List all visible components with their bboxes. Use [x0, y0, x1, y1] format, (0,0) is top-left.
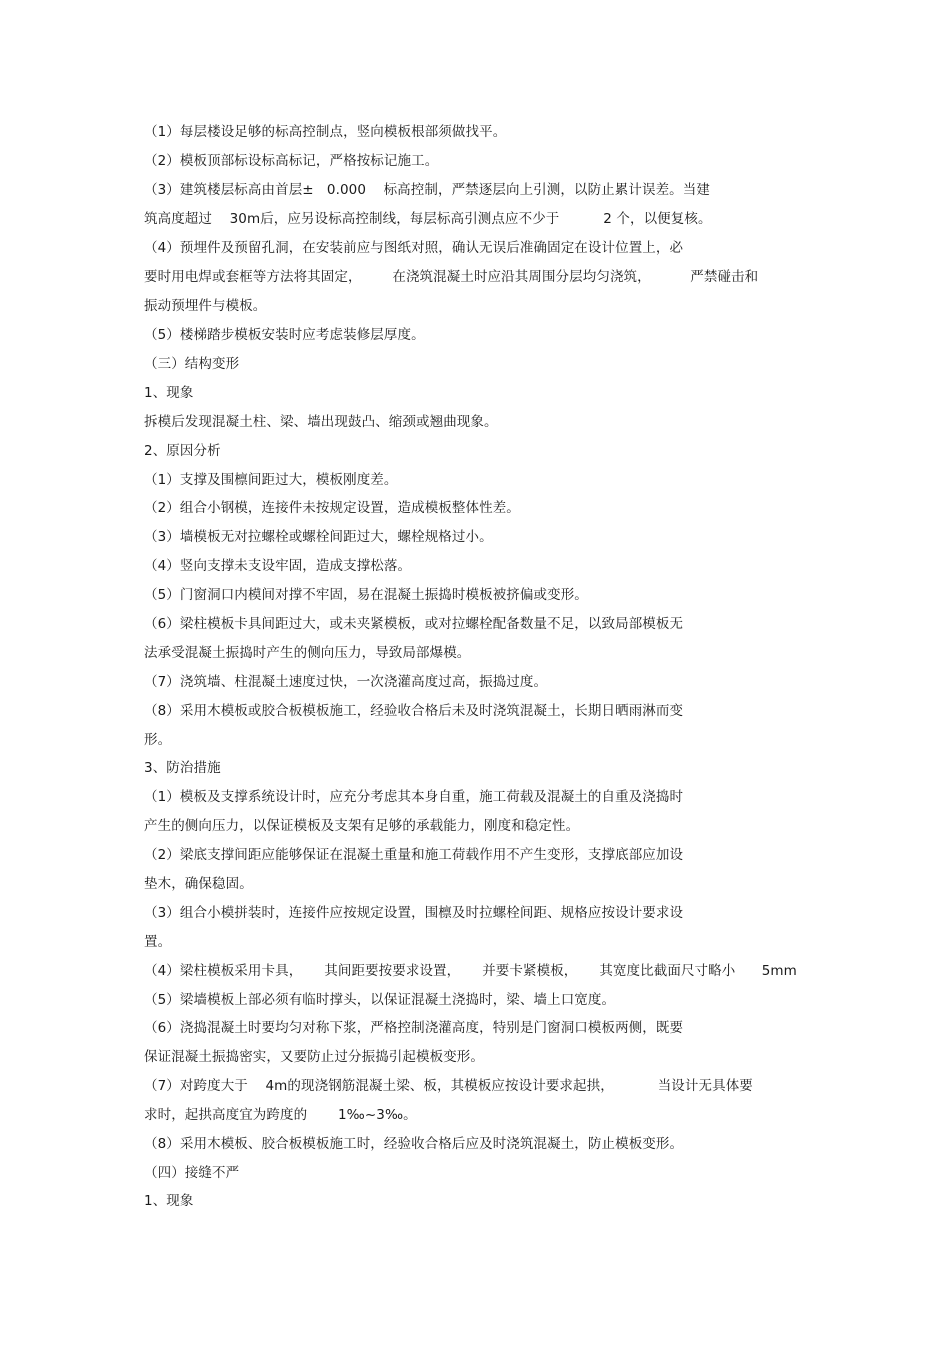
text-line: （7）浇筑墙、柱混凝土速度过快，一次浇灌高度过高，振捣过度。 — [144, 674, 548, 690]
text-line: （3）墙模板无对拉螺栓或螺栓间距过大，螺栓规格过小。 — [144, 529, 493, 545]
subsection-heading: 1、现象 — [144, 385, 194, 401]
text-line: 拆模后发现混凝土柱、梁、墙出现鼓凸、缩颈或翘曲现象。 — [144, 414, 498, 430]
text-line: 筑高度超过 30m后，应另设标高控制线，每层标高引测点应不少于 2 个，以便复核。 — [144, 211, 712, 227]
text-line: （6）梁柱模板卡具间距过大，或未夹紧模板，或对拉螺栓配备数量不足，以致局部模板无 — [144, 616, 684, 632]
text-line: （4）预埋件及预留孔洞，在安装前应与图纸对照，确认无误后准确固定在设计位置上，必 — [144, 240, 684, 256]
text-line: 置。 — [144, 934, 172, 950]
text-line: 保证混凝土振捣密实，又要防止过分振捣引起模板变形。 — [144, 1049, 484, 1065]
text-line: （4）竖向支撑未支设牢固，造成支撑松落。 — [144, 558, 412, 574]
text-line: （5）楼梯踏步模板安装时应考虑装修层厚度。 — [144, 327, 425, 343]
text-line: 法承受混凝土振捣时产生的侧向压力，导致局部爆模。 — [144, 645, 471, 661]
text-line: 振动预埋件与模板。 — [144, 298, 267, 314]
text-line: （1）每层楼设足够的标高控制点，竖向模板根部须做找平。 — [144, 124, 507, 140]
text-line: （3）组合小模拼装时，连接件应按规定设置，围檩及时拉螺栓间距、规格应按设计要求设 — [144, 905, 684, 921]
text-line: （1）支撑及围檩间距过大，模板刚度差。 — [144, 472, 398, 488]
text-line: （4）梁柱模板采用卡具， 其间距要按要求设置， 并要卡紧模板， 其宽度比截面尺寸略小 5mm — [144, 963, 797, 979]
text-line: 垫木，确保稳固。 — [144, 876, 253, 892]
text-line: 求时，起拱高度宜为跨度的 1‰~3‰。 — [144, 1107, 417, 1123]
section-heading: （四）接缝不严 — [144, 1165, 240, 1181]
subsection-heading: 2、原因分析 — [144, 443, 221, 459]
section-heading: （三）结构变形 — [144, 356, 240, 372]
text-line: 形。 — [144, 732, 172, 748]
text-line: （8）采用木模板、胶合板模板施工时，经验收合格后应及时浇筑混凝土，防止模板变形。 — [144, 1136, 684, 1152]
text-line: （5）门窗洞口内模间对撑不牢固，易在混凝土振捣时模板被挤偏或变形。 — [144, 587, 588, 603]
text-line: （2）模板顶部标设标高标记，严格按标记施工。 — [144, 153, 439, 169]
text-line: 要时用电焊或套框等方法将其固定， 在浇筑混凝土时应沿其周围分层均匀浇筑， 严禁碰击和 — [144, 269, 759, 285]
text-line: （3）建筑楼层标高由首层± 0.000 标高控制，严禁逐层向上引测，以防止累计误差。当建 — [144, 182, 710, 198]
text-line: （1）模板及支撑系统设计时，应充分考虑其本身自重，施工荷载及混凝土的自重及浇捣时 — [144, 789, 684, 805]
text-line: （8）采用木模板或胶合板模板施工，经验收合格后未及时浇筑混凝土，长期日晒雨淋而变 — [144, 703, 684, 719]
text-line: （2）组合小钢模，连接件未按规定设置，造成模板整体性差。 — [144, 500, 520, 516]
subsection-heading: 3、防治措施 — [144, 760, 221, 776]
text-line: （7）对跨度大于 4m的现浇钢筋混凝土梁、板，其模板应按设计要求起拱， 当设计无具体要 — [144, 1078, 753, 1094]
subsection-heading: 1、现象 — [144, 1193, 194, 1209]
text-line: （5）梁墙模板上部必须有临时撑头，以保证混凝土浇捣时，梁、墙上口宽度。 — [144, 992, 616, 1008]
text-line: 产生的侧向压力，以保证模板及支架有足够的承载能力，刚度和稳定性。 — [144, 818, 580, 834]
text-line: （6）浇捣混凝土时要均匀对称下浆，严格控制浇灌高度，特别是门窗洞口模板两侧，既要 — [144, 1020, 684, 1036]
text-line: （2）梁底支撑间距应能够保证在混凝土重量和施工荷载作用不产生变形，支撑底部应加设 — [144, 847, 684, 863]
